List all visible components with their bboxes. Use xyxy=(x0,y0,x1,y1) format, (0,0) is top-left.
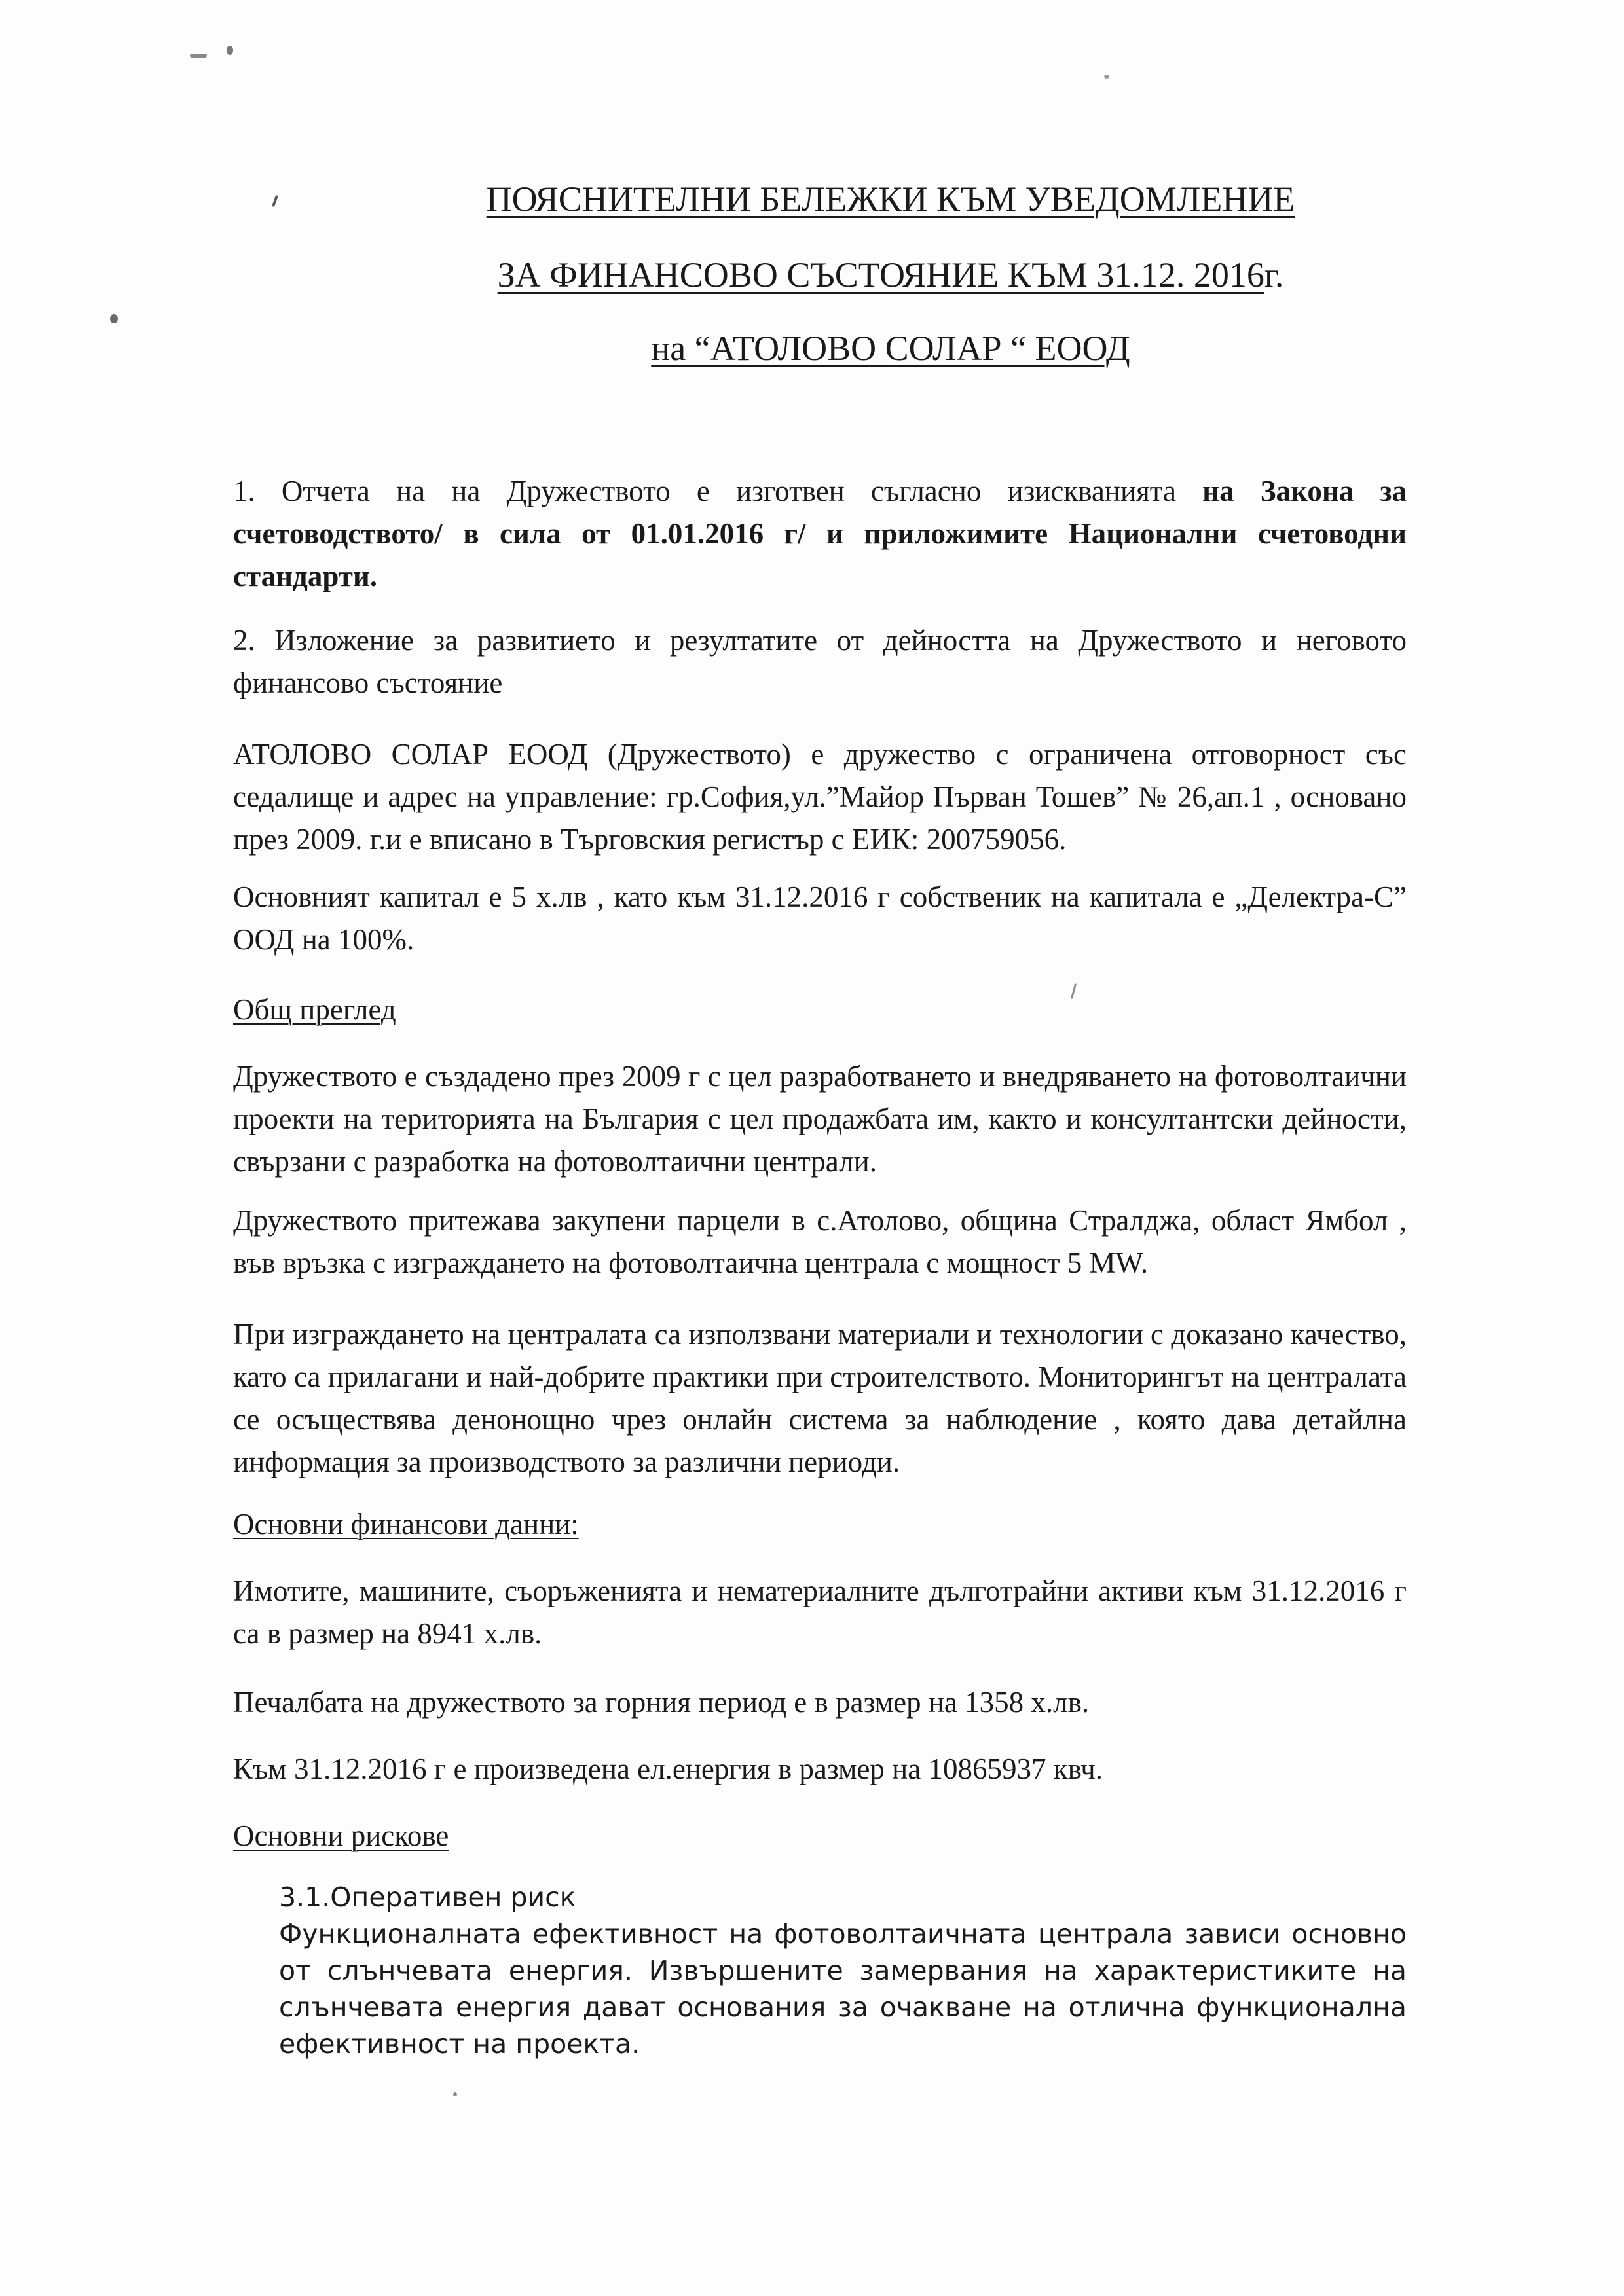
scan-speck xyxy=(190,54,207,58)
document-title-line-2 xyxy=(79,254,1624,296)
paragraph-1-bold-text: на Закона за счетоводството/ в сила от 01.01.2016 г/ и приложимите Национални счетоводни стандарти. xyxy=(233,475,1407,592)
paragraph-company-info: АТОЛОВО СОЛАР ЕООД (Дружеството) е дружество с ограничена отговорност със седалище и адрес на управление: гр.София,ул.”Майор Първан Тошев” № 26,ап.1 , основано през 2009. г.и е вписано в Търговския регистър с ЕИК: 200759056. xyxy=(233,738,1407,856)
scan-speck xyxy=(453,2092,457,2096)
risks-heading xyxy=(233,1815,1407,1857)
document-title-line-2-text: ЗА ФИНАНСОВО СЪСТОЯНИЕ КЪМ 31.12. 2016 xyxy=(497,255,1264,295)
document-title-line-1: ПОЯСНИТЕЛНИ БЕЛЕЖКИ КЪМ УВЕДОМЛЕНИЕ xyxy=(486,179,1295,219)
operational-risk-title: 3.1.Оперативен риск xyxy=(279,1882,576,1913)
paragraph-assets: Имотите, машините, съоръженията и нематериалните дълготрайни активи към 31.12.2016 г са в размер на 8941 х.лв. xyxy=(233,1575,1407,1650)
paragraph-profit: Печалбата на дружеството за горния период е в размер на 1358 х.лв. xyxy=(233,1686,1090,1719)
document-title-line-3: на “АТОЛОВО СОЛАР “ ЕООД xyxy=(651,329,1130,368)
financial-data-heading xyxy=(233,1503,1407,1546)
paragraph-1 xyxy=(233,470,1407,598)
risks-heading-text: Основни рискове xyxy=(233,1819,449,1852)
scan-speck xyxy=(110,314,118,323)
overview-heading xyxy=(233,989,1407,1031)
paragraph-2: 2. Изложение за развитието и резултатите от дейността на Дружеството и неговото финансово състояние xyxy=(233,624,1407,699)
financial-data-heading-text: Основни финансови данни: xyxy=(233,1508,579,1540)
paragraph-capital: Основният капитал е 5 х.лв , като към 31.12.2016 г собственик на капитала е „Делектра-С” ООД на 100%. xyxy=(233,881,1407,956)
paragraph-energy: Към 31.12.2016 г е произведена ел.енергия в размер на 10865937 квч. xyxy=(233,1753,1103,1785)
scan-speck xyxy=(1104,75,1109,79)
paragraph-construction: При изграждането на централата са използвани материали и технологии с доказано качество, като са прилагани и най-добрите практики при строителството. Мониторингът на централата се осъществява денонощно чрез онлайн система за наблюдение , която дава детайлна информация за производството за различни периоди. xyxy=(233,1318,1407,1478)
paragraph-1-text: 1. Отчета на на Дружеството е изготвен съгласно изискванията xyxy=(233,475,1203,507)
paragraph-founded: Дружеството е създадено през 2009 г с цел разработването и внедряването на фотоволтаични проекти на територията на България с цел продажбата им, както и консултантски дейности, свързани с разработка на фотоволтаични централи. xyxy=(233,1060,1407,1178)
scan-speck xyxy=(227,46,233,55)
operational-risk-text: Функционалната ефективност на фотоволтаичната централа зависи основно от слънчевата енергия. Извършените замервания на характеристиките на слънчевата енергия дават основания за очакване на отлична функционална ефективност на проекта. xyxy=(279,1918,1407,2060)
operational-risk-block xyxy=(279,1879,1407,2062)
overview-heading-text: Общ преглед xyxy=(233,993,396,1026)
document-title-line-2-suffix: г. xyxy=(1264,255,1284,295)
paragraph-land: Дружеството притежава закупени парцели в с.Атолово, община Стралджа, област Ямбол , във връзка с изграждането на фотоволтаична централа с мощност 5 MW. xyxy=(233,1204,1407,1279)
